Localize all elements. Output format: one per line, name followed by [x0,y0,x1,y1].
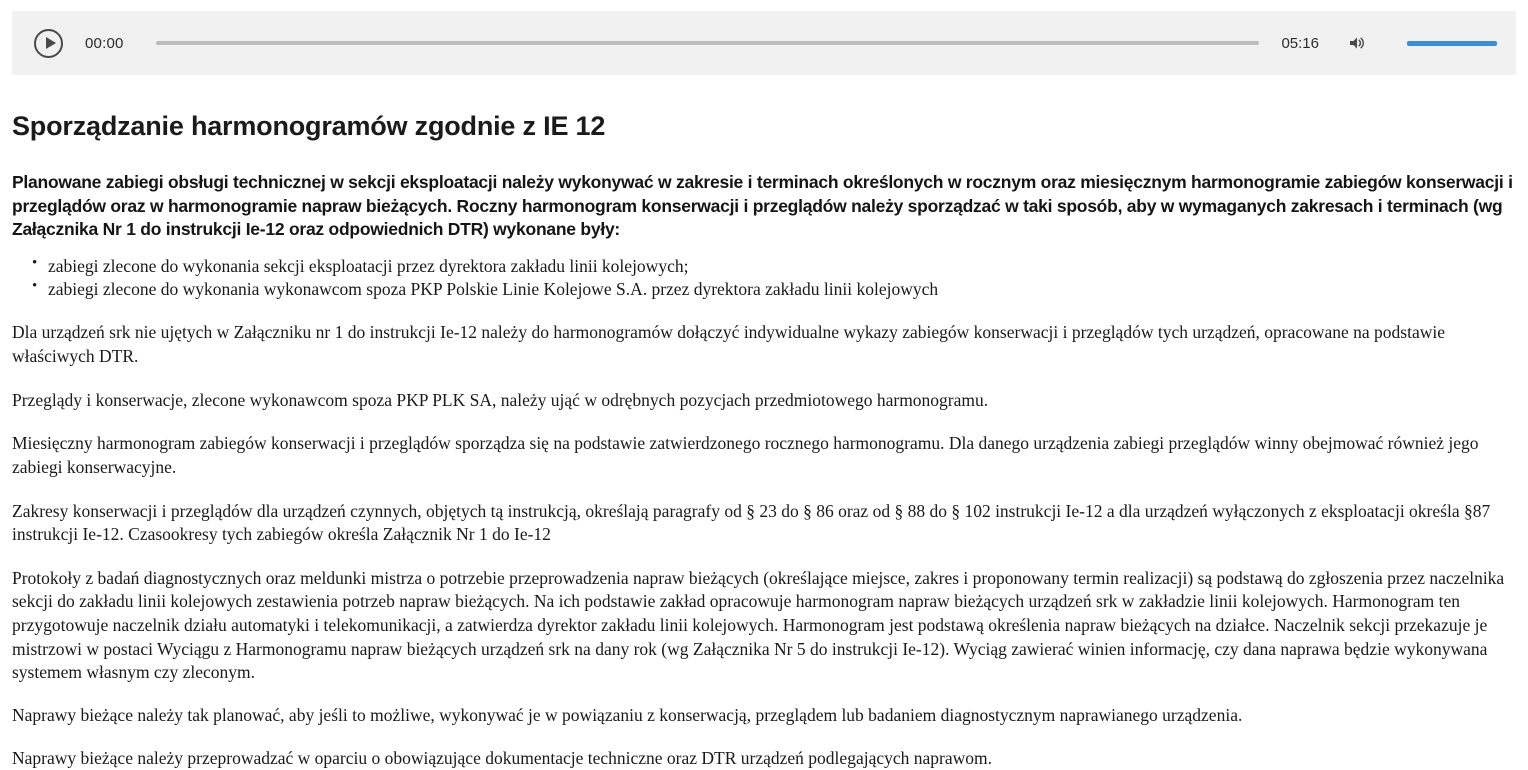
volume-level-fill [1407,41,1497,46]
body-paragraph: Zakresy konserwacji i przeglądów dla urządzeń czynnych, objętych tą instrukcją, określają paragrafy od § 23 do § 86 oraz od § 88 do § 102 instrukcji Ie-12 a dla urządzeń wyłączonych z eksploatacji określa §87 instrukcji Ie-12. Czasookresy tych zabiegów określa Załącznik Nr 1 do Ie-12 [12,500,1491,545]
body-paragraph: Protokoły z badań diagnostycznych oraz meldunki mistrza o potrzebie przeprowadzenia napraw bieżących (określające miejsce, zakres i proponowany termin realizacji) są podstawą do zgłoszenia przez naczelnika sekcji do zakładu linii kolejowych zestawienia potrzeb napraw bieżących. Na ich podstawie zakład opracowuje harmonogram napraw bieżących urządzeń srk w zakładzie linii kolejowych. Harmonogram ten przygotowuje naczelnik działu automatyki i telekomunikacji, a zatwierdza dyrektor zakładu linii kolejowych. Harmonogram jest podstawą określenia napraw bieżących na działce. Naczelnik sekcji przekazuje je mistrzowi w postaci Wyciągu z Harmonogramu napraw bieżących urządzeń srk na dany rok (wg Załącznika Nr 5 do instrukcji Ie-12). Wyciąg zawierać winien informację, czy dana naprawa będzie wykonywana systemem własnym czy zleconym. [12,567,1505,683]
total-time-label: 05:16 [1281,34,1319,52]
audio-player-container [0,0,1528,75]
list-item: • zabiegi zlecone do wykonania wykonawcom spoza PKP Polskie Linie Kolejowe S.A. przez dyrektora zakładu linii kolejowych [48,278,1516,301]
play-button[interactable] [34,29,63,58]
seek-slider[interactable] [156,41,1260,45]
body-paragraph: Dla urządzeń srk nie ujętych w Załączniku nr 1 do instrukcji Ie-12 należy do harmonogramów dołączyć indywidualne wykazy zabiegów konserwacji i przeglądów tych urządzeń, opracowane na podstawie właściwych DTR. [12,322,1446,367]
body-paragraph: Naprawy bieżące należy przeprowadzać w oparciu o obowiązujące dokumentacje techniczne oraz DTR urządzeń podlegających naprawom. [12,747,992,768]
lead-paragraph: Planowane zabiegi obsługi technicznej w sekcji eksploatacji należy wykonywać w zakresie i terminach określonych w rocznym oraz miesięcznym harmonogramie zabiegów konserwacji i przeglądów oraz w harmonogramie napraw bieżących. Roczny harmonogram konserwacji i przeglądów należy sporządzać w taki sposób, aby w wymaganych zakresach i terminach (wg Załącznika Nr 1 do instrukcji Ie-12 oraz odpowiednich DTR) wykonane były: [12,172,1513,240]
volume-slider[interactable] [1407,41,1497,46]
current-time-label: 00:00 [85,34,124,52]
body-paragraph: Naprawy bieżące należy tak planować, aby jeśli to możliwe, wykonywać je w powiązaniu z konserwacją, przeglądem lub badaniem diagnostycznym naprawianego urządzenia. [12,704,1243,725]
bullet-list [12,255,1516,302]
list-item: • zabiegi zlecone do wykonania sekcji eksploatacji przez dyrektora zakładu linii kolejowych; [48,255,1516,278]
body-paragraph: Przeglądy i konserwacje, zlecone wykonawcom spoza PKP PLK SA, należy ująć w odrębnych pozycjach przedmiotowego harmonogramu. [12,389,989,410]
body-paragraph: Miesięczny harmonogram zabiegów konserwacji i przeglądów sporządza się na podstawie zatwierdzonego rocznego harmonogramu. Dla danego urządzenia zabiegi przeglądów winny obejmować również jego zabiegi konserwacyjne. [12,433,1479,477]
speaker-volume-icon[interactable] [1347,33,1367,53]
page-title: Sporządzanie harmonogramów zgodnie z IE 12 [12,111,606,141]
audio-player [12,11,1516,75]
document-content [0,111,1528,770]
